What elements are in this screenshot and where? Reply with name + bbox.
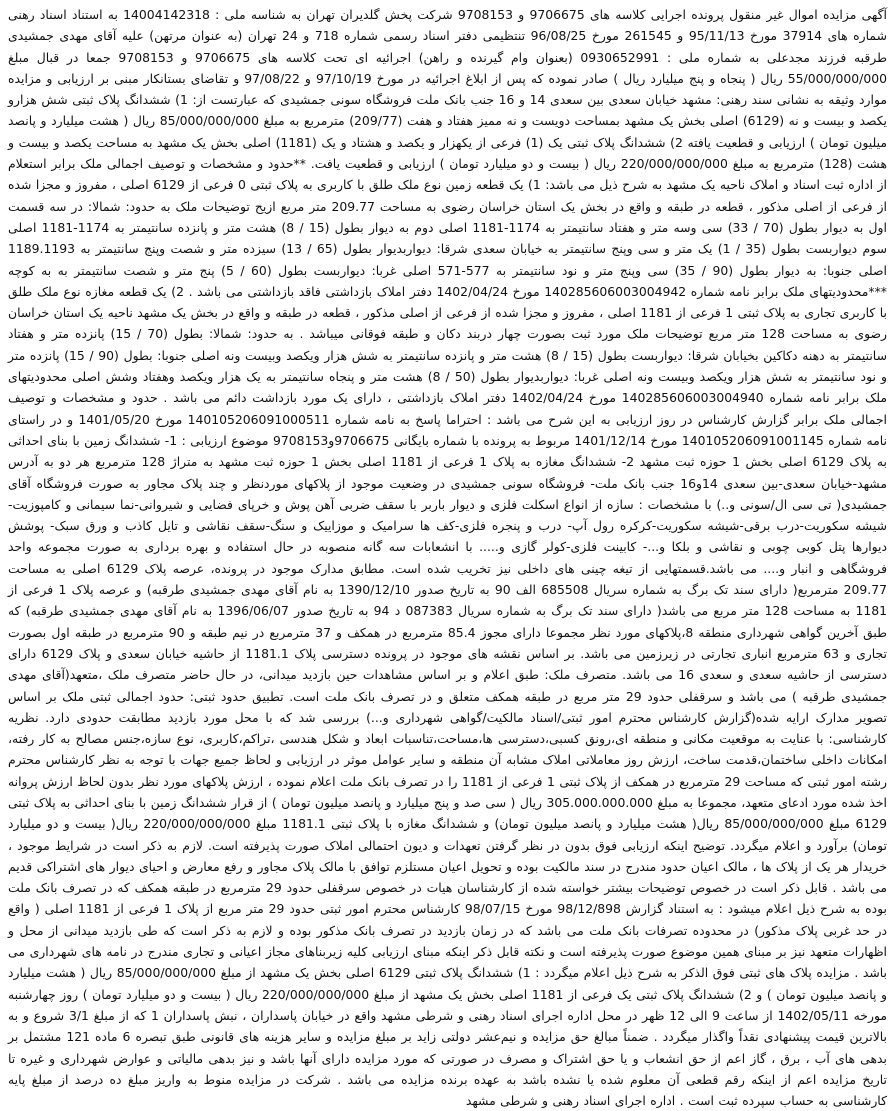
auction-notice-text: آگهی مزایده اموال غیر منقول پرونده اجرایی کلاسه های 9706675 و 9708153 شرکت پخش گلدیران تهران به شناسه ملی : 14004142318 به استناد اسناد رهنی شماره های 37914 مورخ 95/11/13 و 261545 مورخ 96/08/25 تنتظیمی دفتر اسناد رسمی شماره 718 و 24 تهران (به عنوان مرتهن) علیه آقای مهدی جمشیدی طرقبه فرزند مجدعلی به شماره ملی : 0930652991 (بعنوان وام گیرنده و راهن) اجرائیه ای تحت کلاسه های 9706675 و 9708153 جمعا در قبال مبلغ 55/000/000/000 ریال ( پنجاه و پنج میلیارد ریال ) صادر نموده که پس از ابلاغ اجرائیه در مورخ 97/10/19 و 97/08/22 و تقاضای بستانکار مبنی بر ارزیابی و مزایده موارد وثیقه به نشانی سند رهنی: مشهد خیابان سعدی بین سعدی 14 و 16 جنب بانک ملت فروشگاه سونی جمشیدی که عبارتست از: 1) ششدانگ پلاک ثبتی شش هزارو یکصد و بیست و نه (6129) اصلی بخش یک مشهد بمساحت دویست و نه ممیز هفتاد و هفت (209/77) مترمربع به مبلغ 85/000/000/000 ریال ( هشت میلیارد و پانصد میلیون تومان ) ارزیابی و قطعیت یافته 2) ششدانگ پلاک ثبتی یک (1) فرعی از یکهزار و یکصد و هشتاد و یک (1181) اصلی بخش یک مشهد به مساحت یکصد و بیست و هشت (128) مترمربع به مبلغ 220/000/000/000 ریال ( بیست و دو میلیارد تومان ) ارزیابی و قطعیت یافت. **حدود و مشخصات و توصیف اجمالی ملک برابر استعلام از اداره ثبت اسناد و املاک ناحیه یک مشهد به شرح ذیل می باشد: 1) یک قطعه زمین نوع ملک طلق با کاربری به پلاک ثبتی 0 فرعی از 6129 اصلی ، مفروز و مجزا شده از فرعی از اصلی مذکور ، قطعه در طبقه و واقع در بخش یک استان خراسان رضوی به مساحت 209.77 متر مربع ازیح توضیحات ملک به حدود: شمالا: در سه قسمت اول به دیوار بطول (70 / 33) سی وسه متر و هفتاد سانتیمتر به 1174-1181 اصلی دوم به دیوار بطول (15 / 8) هشت متر و پانزده سانتیمتر به 1174-1181 اصلی سوم دیواربست بطول (35 / 1) یک متر و سی وپنج سانتیمتر به خیابان سعدی شرقا: دیواربدیوار بطول (65 / 13) سیزده متر و شصت وپنج سانتیمتر به 1189.1193 اصلی جنوبا: به دیوار بطول (90 / 35) سی وپنج متر و نود سانتیمتر به 577-571 اصلی غربا: دیواربست بطول (60 / 5) پنج متر و شصت سانتیمتر به به کوچه ***محدودیتهای ملک برابر نامه شماره 140285606003004942 مورخ 1402/04/24 دفتر املاک بازداشتی فاقد بازداشتی می باشد . 2) یک قطعه مغازه نوع ملک طلق با کاربری تجاری به پلاک ثبتی 1 فرعی از 1181 اصلی ، مفروز و مجزا شده از فرعی از اصلی مذکور ، قطعه در طبقه و واقع در بخش یک مشهد ناحیه یک استان خراسان رضوی به مساحت 128 متر مربع توضیحات ملک مورد ثبت بصورت چهار دربند دکان و طبقه فوقانی میباشد . به حدود: شمالا: بطول (70 / 15) پانزده متر و هفتاد سانتیمتر به دهنه دکاکین بخیابان شرقا: دیواربست بطول (15 / 8) هشت متر و پانزده سانتیمتر به شش هزار ویکصد وبیست ونه اصلی جنوبا: بطول (90 / 15) پانزده متر و نود سانتیمتر به شش هزار ویکصد وبیست ونه اصلی غربا: دیواربدیوار بطول (50 / 8) هشت متر و پنجاه سانتیمتر به یک هزار ویکصد وهفتاد وشش اصلی محدودیتهای ملک برابر نامه شماره 140285606003004940 مورخ 1402/04/24 دفتر املاک بازداشتی ، دارای یک مورد بازداشت دائم می باشد . حدود و مشخصات و توصیف اجمالی ملک برابر گزارش کارشناس در روز ارزیابی به این شرح می باشد : احتراما پاسخ به نامه شماره 140105206091000511 مورخ 1401/05/20 و در راستای نامه شماره 140105206091001145 مورخ 1401/12/14 مربوط به پرونده با شماره بایگانی 9706675و9708153 موضوع ارزیابی : 1- ششدانگ زمین با بنای احداثی به پلاک 6129 اصلی بخش 1 حوزه ثبت مشهد 2- ششدانگ مغازه به پلاک 1 فرعی از 1181 اصلی بخش 1 حوزه ثبت مشهد به متراژ 128 مترمربع هر دو به آدرس مشهد-خیابان سعدی-بین سعدی 14و16 جنب بانک ملت- فروشگاه سونی جمشیدی در وضعیت موجود از پلاکهای موردنظر و چند پلاک مجاور به صورت فروشگاه آقای جمشیدی( تی سی ال/سونی و..) با مشخصات : سازه از انواع اسکلت فلزی و دیوار باربر با سقف ضربی آهن پوش و خرپای فضایی و شیروانی-نما سیمانی و کامپوزیت-شیشه سکوریت-درب برقی-شیشه سکوریت-کرکره رول آپ- درب و پنجره فلزی-کف ها سرامیک و موزاییک و سنگ-سقف نقاشی و تایل کاذب و ورق سبک- پوشش دیوارها پتل کوبی چوبی و نقاشی و بلکا و...- کابینت فلزی-کولر گازی و..... با انشعابات سه گانه منصوبه در حال استفاده و بهره برداری به صورت مجموعه واحد فروشگاهی و انبار و.... می باشد.قسمتهایی از تیغه چینی های داخلی نیز تخریب شده است. مطابق مدارک موجود در پرونده، عرصه پلاک 6129 اصلی به مساحت 209.77 مترمربع( دارای سند تک برگ به شماره سریال 685508 الف 90 به تاریخ صدور 1390/12/10 به نام آقای مهدی جمشیدی طرقبه) و عرصه پلاک 1 فرعی از 1181 به مساحت 128 متر مربع می باشد( دارای سند تک برگ به شماره سریال 087383 د 94 به تاریخ صدور 1396/06/07 به نام آقای مهدی جمشیدی طرقبه) که طبق آخرین گواهی شهرداری منطقه 8،پلاکهای مورد نظر مجموعا دارای مجوز 85.4 مترمربع در همکف و 37 مترمربع در نیم طبقه و 90 مترمربع در طبقه اول بصورت تجاری و 63 مترمربع انباری تجارتی در زیرزمین می باشد. بر اساس نقشه های موجود در پرونده دسترسی پلاک 1181.1 از حاشیه خیابان سعدی و پلاک 6129 دارای دسترسی از حاشیه سعدی و سعدی 16 می باشد. متصرف ملک: طبق اعلام و بر اساس مشاهدات حین بازدید میدانی، در حال حاضر متصرف ملک ،متعهد(آقای مهدی جمشیدی طرقبه ) می باشد و سرقفلی حدود 29 متر مربع در طبقه همکف متعلق و در تصرف بانک ملت است. تطبیق حدود ثبتی: حدود اجمالی ثبتی ملک بر اساس تصویر مدارک ارایه شده(گزارش کارشناس محترم امور ثبتی/اسناد مالکیت/گواهی شهرداری و...) بررسی شد که با محل مورد بازدید مطابقت حدودی دارد. نظریه کارشناسی: با عنایت به موقعیت مکانی و منطقه ای،رونق کسبی،دسترسی ها،مساحت،تناسبات ابعاد و شکل هندسی ،تراکم،کاربری، نوع سازه،جنس مصالح به کار رفته، امکانات داخلی ساختمان،قدمت ساخت، ارزش روز معاملاتی املاک مشابه آن منطقه و سایر عوامل موثر در ارزیابی و لحاظ جمیع جهات با توجه به نظر کارشناس محترم رشته امور ثبتی که مساحت 29 مترمربع در همکف از پلاک ثبتی 1 فرعی از 1181 را در تصرف بانک ملت اعلام نموده ، ارزش پلاکهای مورد نظر بدون لحاظ ارزش پروانه اخذ شده مورد ادعای متعهد، مجموعا به مبلغ 305.000.000.000 ریال ( سی صد و پنج میلیارد و پانصد میلیون تومان ) از قرار ششدانگ زمین با بنای احداثی به پلاک ثبتی 6129 مبلغ 85/000/000/000 ریال( هشت میلیارد و پانصد میلیون تومان) و ششدانگ مغازه با پلاک ثبتی 1181.1 مبلغ 220/000/000/000 ریال( بیست و دو میلیارد تومان) برآورد و اعلام میگردد. توضیح اینکه ارزیابی فوق بدون در نظر گرفتن تعهدات و دیون احتمالی املاک صورت پذیرفته است. لازم به ذکر است در شرایط موجود ، خریدار هر یک از پلاک ها ، مالک اعیان حدود مندرج در سند مالکیت بوده و تحویل اعیان مستلزم توافق با مالک پلاک مجاور و رفع معارض و احیای دیوار های اشتراکی قدیم می باشد . قابل ذکر است در خصوص توضیحات بیشتر خواسته شده از کارشناسان هیات در خصوص سرقفلی حدود 29 مترمربع در طبقه همکف که در تصرف بانک ملت بوده به شرح ذیل اعلام میشود : به استناد گزارش 98/12/898 مورخ 98/07/15 کارشناس محترم امور ثبتی حدود 29 متر مربع از پلاک 1 فرعی از 1181 اصلی ( واقع در حد غربی پلاک مذکور) در محدوده تصرفات بانک ملت می باشد که در زمان بازدید در تصرف بانک مذکور بوده و لازم به ذکر است که طی بازدید میدانی از محل و اظهارات متعهد نیز بر مبنای همین موضوع صورت پذیرفته است و نکته قابل ذکر اینکه مبنای ارزیابی کلیه زیربناهای مجاز اعیانی و تجاری مندرج در نامه های شهرداری می باشد . مزایده پلاک های ثبتی فوق الذکر به شرح ذیل اعلام میگردد : 1) ششدانگ پلاک ثبتی 6129 اصلی بخش یک مشهد از مبلغ 85/000/000/000 ریال ( هشت میلیارد و پانصد میلیون تومان ) و 2) ششدانگ پلاک ثبتی یک فرعی از 1181 اصلی بخش یک مشهد از مبلغ 220/000/000/000 ریال ( بیست و دو میلیارد تومان ) روز چهارشنبه مورخه 1402/05/11 از ساعت 9 الی 12 ظهر در محل اداره اجرای اسناد رهنی و شرطی مشهد واقع در خیابان پاسداران ، نبش پاسداران 1 که از مبلغ 3/1 شروع و به بالاترین قیمت پیشنهادی نقداً واگذار میگردد . ضمناً مبالغ حق مزایده و نیم‌عشر دولتی زاید بر مبلغ مزایده و سایر هزینه های قانونی طبق تبصره 6 ماده 121 مشتمل بر بدهی های آب ، برق ، گاز اعم از حق انشعاب و یا حق اشتراک و مصرف در صورتی که مورد مزایده دارای آنها باشد و نیز بدهی مالیاتی و عوارض شهرداری و غیره تا تاریخ مزایده اعم از اینکه رقم قطعی آن معلوم شده یا نشده باشد به عهده برنده مزایده می باشد . شرکت در مزایده منوط به واریز مبلغ ده درصد از مبلغ پایه کارشناسی به حساب سپرده ثبت است . اداره اجرای اسناد رهنی و شرطی مشهد	[8, 7, 888, 1109]
